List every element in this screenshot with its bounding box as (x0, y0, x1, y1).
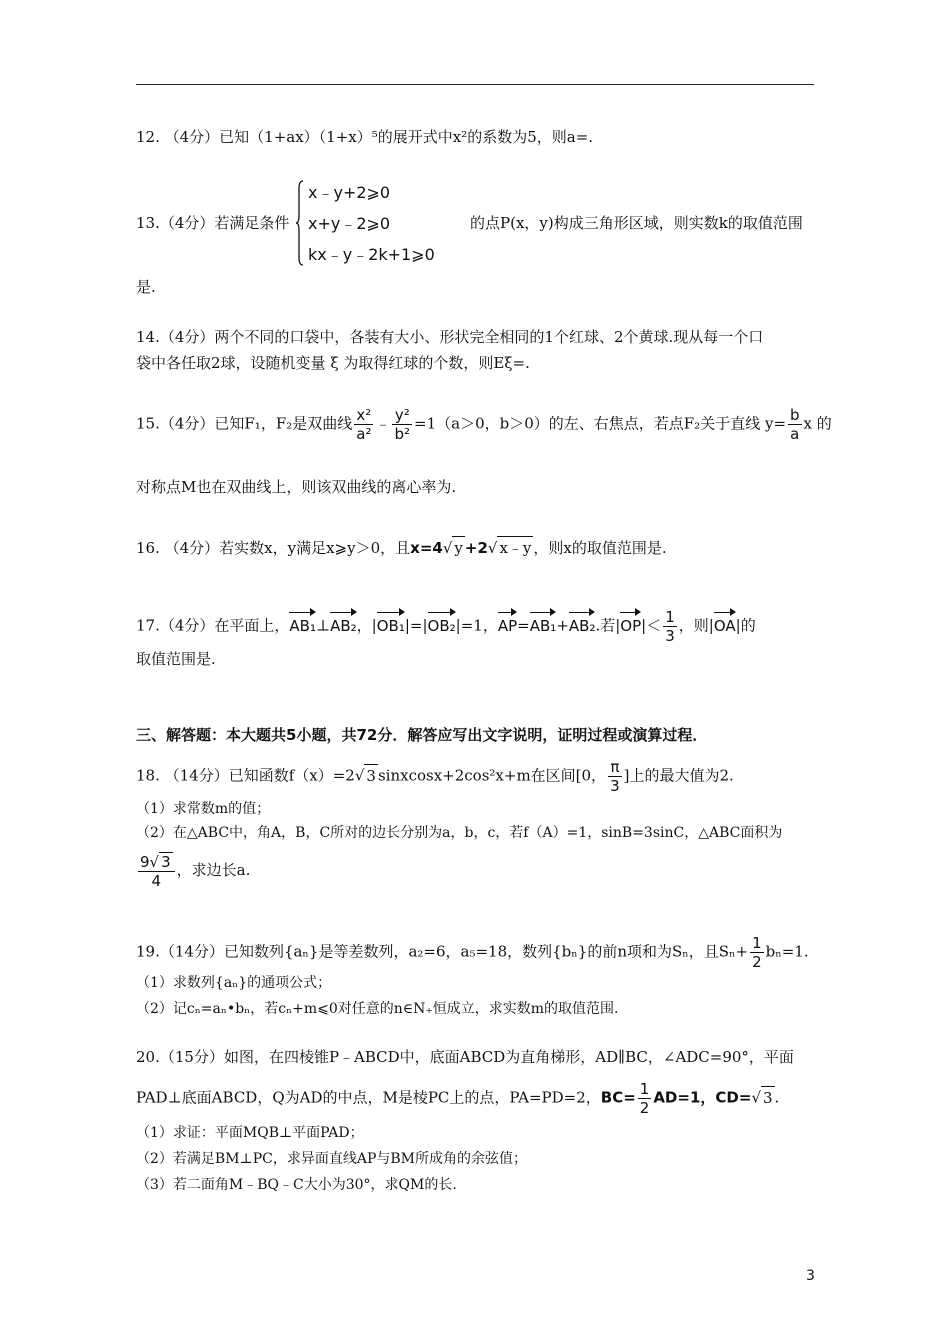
vector-ob2: OB₂ (428, 609, 456, 637)
q17-text: ，则| (678, 616, 714, 635)
area-coef: 9 (140, 853, 150, 871)
q18-part2-tail: ，求边长a. (176, 861, 251, 879)
inequality-system (296, 180, 456, 270)
fraction-x2-a2 (354, 406, 373, 443)
q20-period: . (774, 1088, 780, 1107)
question-17-line1 (136, 608, 756, 645)
q15-tail: x 的 (803, 414, 832, 433)
question-14-line2: 袋中各任取2球，设随机变量 ξ 为取得红球的个数，则Eξ=. (136, 354, 530, 372)
frac-den: b² (394, 425, 411, 443)
q16-radicand-2: x﹣y (497, 536, 533, 559)
q20-cd: CD= (715, 1088, 752, 1107)
perp-sign: ⊥ (315, 616, 331, 635)
question-14-line1: 14.（4分）两个不同的口袋中，各装有大小、形状完全相同的1个红球、2个黄球.现从每一个口 (136, 328, 764, 346)
frac-den: 3 (610, 777, 620, 795)
condition-2: x+y﹣2⩾0 (308, 214, 391, 233)
question-20-line2 (136, 1080, 779, 1117)
minus-sign: ﹣ (375, 414, 391, 433)
frac-den: a (788, 424, 802, 443)
frac-num: y² (394, 406, 410, 424)
frac-den: 2 (752, 953, 762, 971)
q18-radicand: 3 (364, 764, 378, 787)
fraction-one-half (750, 934, 764, 971)
plus-sign: + (556, 616, 569, 635)
vector-ab2: AB₂ (330, 609, 357, 637)
question-16 (136, 536, 667, 559)
question-19-part2: （2）记cₙ=aₙ•bₙ，若cₙ+m⩽0对任意的n∈N₊恒成立，求实数m的取值范围. (136, 1001, 619, 1017)
area-radicand: 3 (161, 853, 171, 871)
q18-mid: sinxcosx+2cos²x+m在区间[0， (377, 766, 607, 785)
frac-num: b (790, 406, 800, 424)
q17-text: |=| (404, 616, 428, 635)
frac-num: 1 (639, 1080, 650, 1098)
q17-text: .若| (595, 616, 621, 635)
question-13-line2: 是. (136, 278, 156, 296)
left-brace-icon (296, 180, 304, 266)
vector-ab1: AB₁ (530, 609, 557, 637)
q19-tail: bₙ=1. (765, 942, 809, 961)
sqrt-sign-icon: √ (751, 1088, 761, 1107)
question-18-line1 (136, 758, 734, 795)
vector-ab2: AB₂ (569, 609, 596, 637)
frac-num (138, 852, 175, 871)
question-13-tail: 的点P(x，y)构成三角形区域，则实数k的取值范围 (470, 214, 803, 232)
frac-num: 1 (752, 934, 762, 952)
q16-radicand-1: y (452, 536, 464, 559)
question-18-area (136, 852, 250, 890)
q20-line2-lead: PAD⊥底面ABCD，Q为AD的中点，M是棱PC上的点，PA=PD=2， (136, 1088, 601, 1107)
vector-ab1: AB₁ (289, 609, 316, 637)
question-15-line1 (136, 406, 832, 443)
frac-num: π (610, 758, 620, 776)
question-15-line2: 对称点M也在双曲线上，则该双曲线的离心率为. (136, 478, 457, 496)
q17-text: |的 (735, 616, 756, 635)
condition-1: x﹣y+2⩾0 (308, 183, 391, 202)
header-rule (136, 84, 814, 85)
q16-lead: 16. （4分）若实数x，y满足x⩾y＞0，且 (136, 539, 411, 557)
fraction-area (138, 852, 175, 890)
question-19-line1 (136, 934, 809, 971)
frac-den: 4 (138, 871, 175, 890)
question-20-part1: （1）求证：平面MQB⊥平面PAD； (136, 1125, 364, 1141)
q15-lead: 15.（4分）已知F₁，F₂是双曲线 (136, 414, 353, 433)
q20-cd-radicand: 3 (761, 1086, 775, 1109)
q16-eq-a: x=4 (410, 539, 443, 557)
question-12: 12. （4分）已知（1+ax）（1+x）⁵的展开式中x²的系数为5，则a=. (136, 128, 594, 146)
q16-tail: ，则x的取值范围是. (533, 539, 667, 557)
q17-lead: 17.（4分）在平面上， (136, 616, 290, 635)
sqrt-sign-icon: √ (149, 853, 160, 871)
q18-tail: ]上的最大值为2. (623, 766, 734, 785)
frac-num: x² (356, 406, 372, 424)
fraction-one-third (663, 608, 677, 645)
q17-text: |=1， (455, 616, 498, 635)
page-number: 3 (806, 1268, 815, 1284)
vector-op: OP (620, 609, 641, 637)
vector-oa: OA (714, 609, 736, 637)
fraction-b-a (788, 406, 802, 443)
fraction-one-half (638, 1080, 652, 1117)
condition-3: kx﹣y﹣2k+1⩾0 (308, 245, 435, 264)
question-13-lead: 13.（4分）若满足条件 (136, 214, 290, 232)
q17-text: ，| (356, 616, 377, 635)
question-20-line1: 20.（15分）如图，在四棱锥P﹣ABCD中，底面ABCD为直角梯形，AD∥BC，∠ADC=90°，平面 (136, 1048, 794, 1066)
q20-bc: BC= (600, 1088, 636, 1107)
frac-den: 2 (639, 1099, 650, 1117)
frac-den: 3 (665, 627, 675, 645)
sqrt-sign-icon: √ (354, 766, 365, 785)
question-18-part1: （1）求常数m的值； (136, 801, 271, 817)
section-heading: 三、解答题：本大题共5小题，共72分．解答应写出文字说明，证明过程或演算过程． (136, 726, 708, 744)
q19-lead: 19.（14分）已知数列{aₙ}是等差数列，a₂=6，a₅=18，数列{bₙ}的前n项和为Sₙ，且Sₙ+ (136, 942, 749, 961)
question-18-part2: （2）在△ABC中，角A，B，C所对的边长分别为a，b，c，若f（A）=1，sinB=3sinC，△ABC面积为 (136, 825, 783, 841)
question-17-line2: 取值范围是. (136, 650, 216, 668)
sqrt-sign-icon: √ (487, 539, 498, 557)
question-19-part1: （1）求数列{aₙ}的通项公式； (136, 975, 332, 991)
vector-ob1: OB₁ (377, 609, 405, 637)
q16-eq-b: +2 (464, 539, 488, 557)
q17-text: |＜ (641, 616, 662, 635)
question-20-part3: （3）若二面角M﹣BQ﹣C大小为30°，求QM的长. (136, 1177, 457, 1193)
frac-den: a² (356, 425, 372, 443)
question-20-part2: （2）若满足BM⊥PC，求异面直线AP与BM所成角的余弦值； (136, 1151, 527, 1167)
fraction-y2-b2 (392, 406, 412, 443)
q18-lead: 18. （14分）已知函数f（x）=2 (136, 766, 355, 785)
frac-num: 1 (665, 608, 675, 626)
q20-ad: AD=1， (653, 1088, 716, 1107)
fraction-pi-3 (608, 758, 622, 795)
sqrt-sign-icon: √ (442, 539, 453, 557)
vector-ap: AP (498, 609, 517, 637)
q15-mid: =1（a＞0，b＞0）的左、右焦点，若点F₂关于直线 y= (414, 414, 787, 433)
equals-sign: = (517, 616, 530, 635)
